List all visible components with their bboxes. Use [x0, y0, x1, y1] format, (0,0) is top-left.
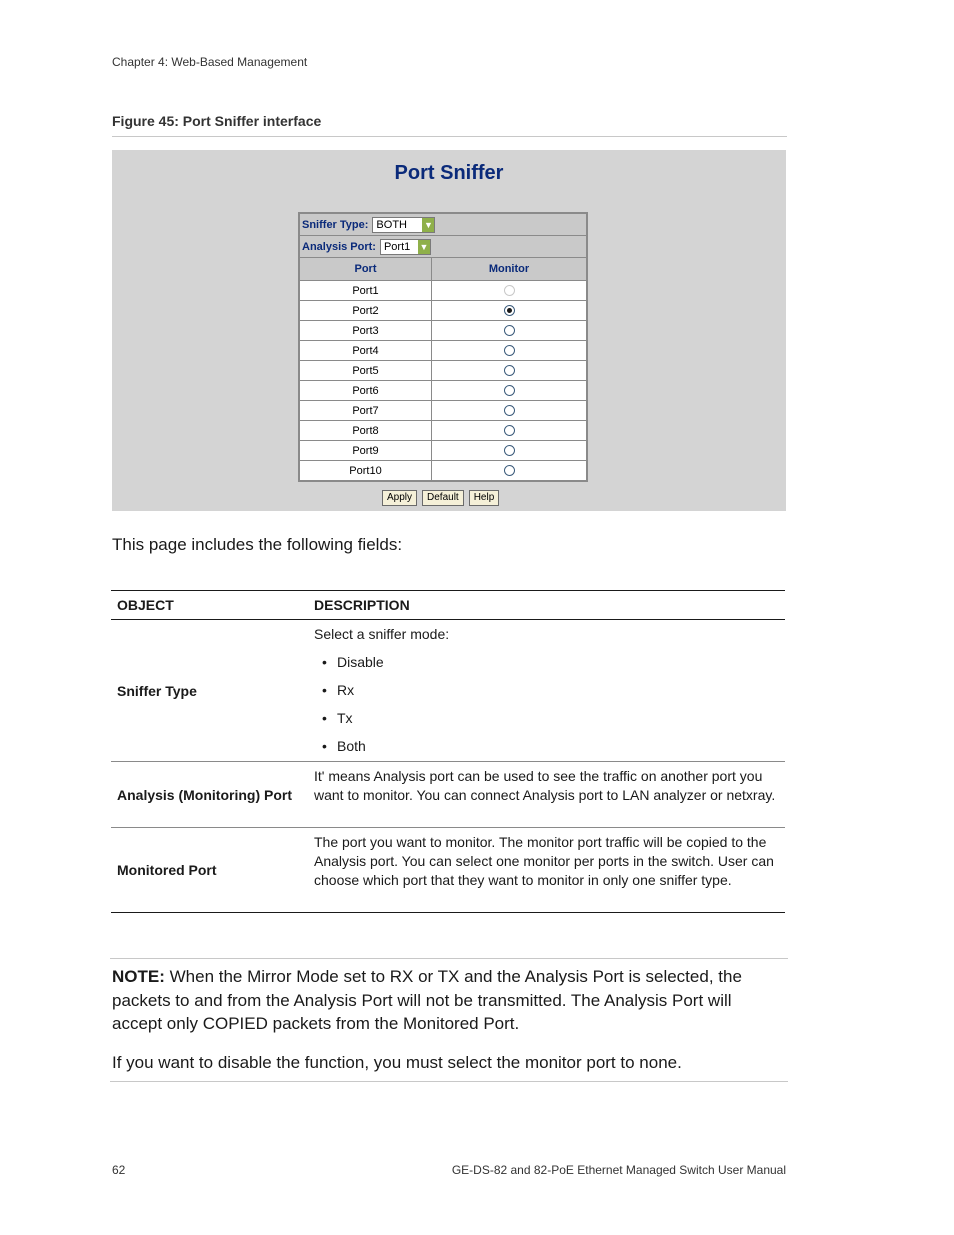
port-row: [300, 421, 586, 441]
table-row: [111, 828, 785, 913]
analysis-port-select[interactable]: [380, 239, 431, 255]
monitor-radio[interactable]: [504, 445, 515, 456]
sniffer-type-value: BOTH: [376, 218, 407, 231]
sniffer-type-label: Sniffer Type:: [302, 218, 369, 231]
port-name: Port8: [300, 421, 432, 440]
port-sniffer-screenshot: [112, 150, 786, 511]
chevron-down-icon: ▼: [423, 219, 433, 230]
port-row: [300, 401, 586, 421]
monitor-radio[interactable]: [504, 465, 515, 476]
list-item: • Rx: [314, 681, 777, 700]
port-rows: [300, 281, 586, 480]
chevron-down-icon: ▼: [419, 241, 429, 252]
monitor-radio[interactable]: [504, 305, 515, 316]
manual-title: GE-DS-82 and 82-PoE Ethernet Managed Switch User Manual: [451, 1163, 786, 1177]
help-button[interactable]: Help: [469, 490, 500, 506]
port-name: Port2: [300, 301, 432, 320]
port-row: [300, 381, 586, 401]
description-cell: [308, 620, 785, 761]
monitor-cell: [432, 361, 586, 380]
page-number: 62: [112, 1163, 126, 1177]
monitor-cell: [432, 461, 586, 480]
monitor-cell: [432, 301, 586, 320]
port-name: Port6: [300, 381, 432, 400]
note-paragraph-2: If you want to disable the function, you must select the monitor port to none.: [112, 1053, 682, 1072]
port-row: [300, 361, 586, 381]
caption-divider: [112, 136, 787, 137]
monitor-radio[interactable]: [504, 325, 515, 336]
port-name: Port5: [300, 361, 432, 380]
analysis-port-row: [300, 236, 586, 258]
apply-button[interactable]: Apply: [382, 490, 417, 506]
port-name: Port7: [300, 401, 432, 420]
port-row: [300, 281, 586, 301]
monitor-cell: [432, 421, 586, 440]
default-button[interactable]: Default: [422, 490, 464, 506]
table-row: [111, 762, 785, 828]
port-name: Port4: [300, 341, 432, 360]
monitor-radio[interactable]: [504, 365, 515, 376]
port-row: [300, 321, 586, 341]
monitor-cell: [432, 381, 586, 400]
intro-text: This page includes the following fields:: [112, 535, 403, 554]
chapter-header: Chapter 4: Web-Based Management: [112, 55, 308, 69]
mode-list: [314, 653, 777, 756]
fields-table: [111, 590, 785, 913]
description-cell: The port you want to monitor. The monitor port traffic will be copied to the Analysis port. You can select one monitor per ports in the switch. User can choose which port that they want to monitor in only one sniffer type.: [314, 834, 774, 888]
analysis-port-label: Analysis Port:: [302, 240, 376, 253]
port-sniffer-table: [298, 212, 588, 482]
port-table-header: [300, 258, 586, 281]
port-name: Port9: [300, 441, 432, 460]
description-lead: Select a sniffer mode:: [314, 626, 450, 642]
port-row: [300, 301, 586, 321]
list-item: • Tx: [314, 709, 777, 728]
button-bar: [382, 490, 499, 506]
note-label: NOTE:: [112, 967, 165, 986]
monitor-cell: [432, 341, 586, 360]
port-row: [300, 441, 586, 461]
col-port-header: Port: [300, 258, 432, 280]
note-paragraph: [112, 965, 778, 1036]
object-cell: Monitored Port: [117, 862, 217, 878]
list-item: • Disable: [314, 653, 777, 672]
analysis-port-value: Port1: [383, 240, 411, 253]
description-cell: It' means Analysis port can be used to see the traffic on another port you want to monitor. You can connect Analysis port to LAN analyzer or netxray.: [314, 768, 776, 803]
sniffer-type-row: [300, 214, 586, 236]
monitor-cell: [432, 321, 586, 340]
monitor-radio[interactable]: [504, 425, 515, 436]
monitor-radio[interactable]: [504, 405, 515, 416]
sniffer-type-select[interactable]: [372, 217, 435, 233]
monitor-radio: [504, 285, 515, 296]
monitor-cell: [432, 401, 586, 420]
port-row: [300, 461, 586, 480]
fields-table-header: [111, 590, 785, 620]
port-sniffer-title: Port Sniffer: [394, 162, 504, 184]
port-name: Port3: [300, 321, 432, 340]
object-cell: Sniffer Type: [117, 682, 197, 699]
list-item: • Both: [314, 737, 777, 756]
monitor-cell: [432, 281, 586, 300]
monitor-cell: [432, 441, 586, 460]
header-object: OBJECT: [117, 597, 174, 613]
note-top-divider: [110, 958, 788, 959]
object-cell: Analysis (Monitoring) Port: [117, 786, 292, 803]
col-monitor-header: Monitor: [488, 263, 530, 275]
header-description: DESCRIPTION: [314, 597, 410, 613]
port-name: Port1: [300, 281, 432, 300]
port-row: [300, 341, 586, 361]
monitor-radio[interactable]: [504, 345, 515, 356]
monitor-radio[interactable]: [504, 385, 515, 396]
figure-caption: Figure 45: Port Sniffer interface: [112, 113, 322, 129]
note-text: When the Mirror Mode set to RX or TX and the Analysis Port is selected, the packets to and from the Analysis Port will not be transmitted. The Analysis Port will accept only COPIED packets from the Monitored Port.: [112, 967, 742, 1033]
note-bottom-divider: [110, 1081, 788, 1082]
table-row: [111, 620, 785, 762]
port-name: Port10: [300, 461, 432, 480]
